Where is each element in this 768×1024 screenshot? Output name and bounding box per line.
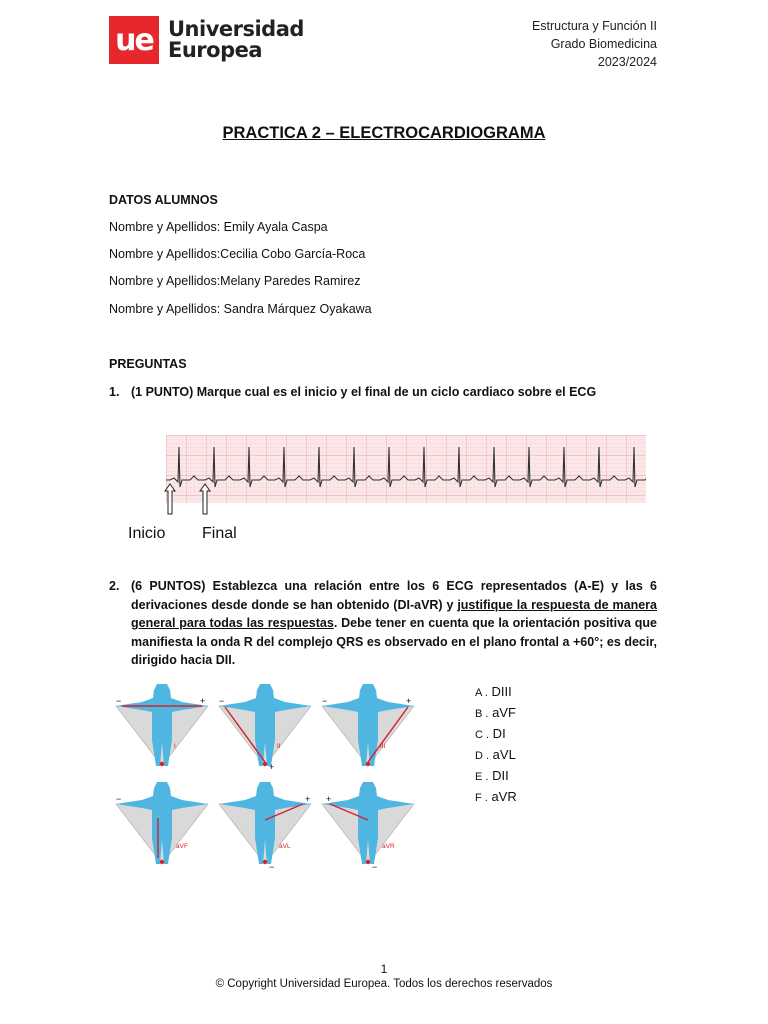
copyright: © Copyright Universidad Europea. Todos los derechos reservados <box>215 978 553 990</box>
start-arrow-icon <box>164 483 176 515</box>
lead-panel <box>116 782 208 864</box>
polarity-sign: − <box>322 696 328 706</box>
question-1 <box>109 383 657 402</box>
question-text-underlined: justifique la respuesta de manera general para todas las respuestas <box>131 597 657 630</box>
page-number: 1 <box>380 962 388 976</box>
logo-line-1: Universidad <box>168 17 304 41</box>
lead-panel <box>116 684 208 766</box>
logo-line-2: Europea <box>168 38 263 62</box>
question-text: (1 PUNTO) Marque cual es el inicio y el final de un ciclo cardiaco sobre el ECG <box>131 385 597 399</box>
lead-label: aVL <box>279 843 291 850</box>
question-number: 1. <box>109 385 120 399</box>
header-info <box>532 17 657 71</box>
electrode <box>263 762 267 766</box>
question-2 <box>109 577 657 670</box>
polarity-sign: + <box>406 696 412 706</box>
head <box>259 684 271 696</box>
lead-panel <box>322 684 414 766</box>
option-item: A . DIII <box>475 684 512 699</box>
option-item: D . aVL <box>475 747 516 762</box>
lead-panel <box>219 684 311 772</box>
page-title: PRACTICA 2 – ELECTROCARDIOGRAMA <box>222 124 546 142</box>
head <box>156 782 168 794</box>
student-row: Nombre y Apellidos:Cecilia Cobo García-Roca <box>109 247 366 261</box>
electrode <box>366 860 370 864</box>
polarity-sign: + <box>269 762 275 772</box>
start-label: Inicio <box>128 525 166 542</box>
question-number: 2. <box>109 579 120 593</box>
lead-label: aVF <box>176 843 188 850</box>
electrode <box>160 860 164 864</box>
university-logo <box>109 16 304 64</box>
lead-label: I <box>174 743 176 750</box>
logo-text <box>168 19 304 61</box>
lead-label: III <box>380 743 386 750</box>
end-label: Final <box>202 525 237 542</box>
lead-panel <box>322 782 414 872</box>
lead-label: II <box>277 743 281 750</box>
polarity-sign: − <box>219 696 225 706</box>
polarity-sign: − <box>269 862 275 872</box>
polarity-sign: + <box>326 794 332 804</box>
polarity-sign: − <box>116 794 122 804</box>
questions-heading: PREGUNTAS <box>109 357 187 371</box>
electrode <box>263 860 267 864</box>
student-row: Nombre y Apellidos: Sandra Márquez Oyakawa <box>109 302 372 316</box>
option-item: B . aVF <box>475 705 516 720</box>
derivations-figure <box>112 680 424 876</box>
head <box>362 684 374 696</box>
academic-year: 2023/2024 <box>597 55 657 69</box>
head <box>156 684 168 696</box>
student-row: Nombre y Apellidos: Emily Ayala Caspa <box>109 220 328 234</box>
polarity-sign: + <box>200 696 206 706</box>
question-text-part-2: . Debe tener en cuenta que la orientación positiva que manifiesta la onda R del complejo QRS es observado en el plano frontal a +60°; es decir, dirigido hacia DII. <box>131 616 658 667</box>
option-item: F . aVR <box>475 789 517 804</box>
electrode <box>160 762 164 766</box>
student-row: Nombre y Apellidos:Melany Paredes Ramirez <box>109 274 361 288</box>
degree-name: Grado Biomedicina <box>550 37 657 51</box>
options-list <box>475 682 517 808</box>
polarity-sign: − <box>116 696 122 706</box>
end-arrow-icon <box>199 483 211 515</box>
course-name: Estructura y Función II <box>531 19 657 33</box>
option-item: C . DI <box>475 726 506 741</box>
option-item: E . DII <box>475 768 509 783</box>
polarity-sign: + <box>305 794 311 804</box>
ecg-strip <box>166 435 646 503</box>
students-heading: DATOS ALUMNOS <box>109 193 218 207</box>
question-text-part-1: (6 PUNTOS) Establezca una relación entre los 6 ECG representados (A-E) y las 6 derivaciones desde donde se han obtenido (DI-aVR) y <box>131 579 657 612</box>
polarity-sign: − <box>372 862 378 872</box>
head <box>259 782 271 794</box>
question-text <box>131 577 657 670</box>
lead-label: aVR <box>382 843 395 850</box>
electrode <box>366 762 370 766</box>
logo-mark: ue <box>109 16 159 64</box>
lead-panel <box>219 782 311 872</box>
head <box>362 782 374 794</box>
